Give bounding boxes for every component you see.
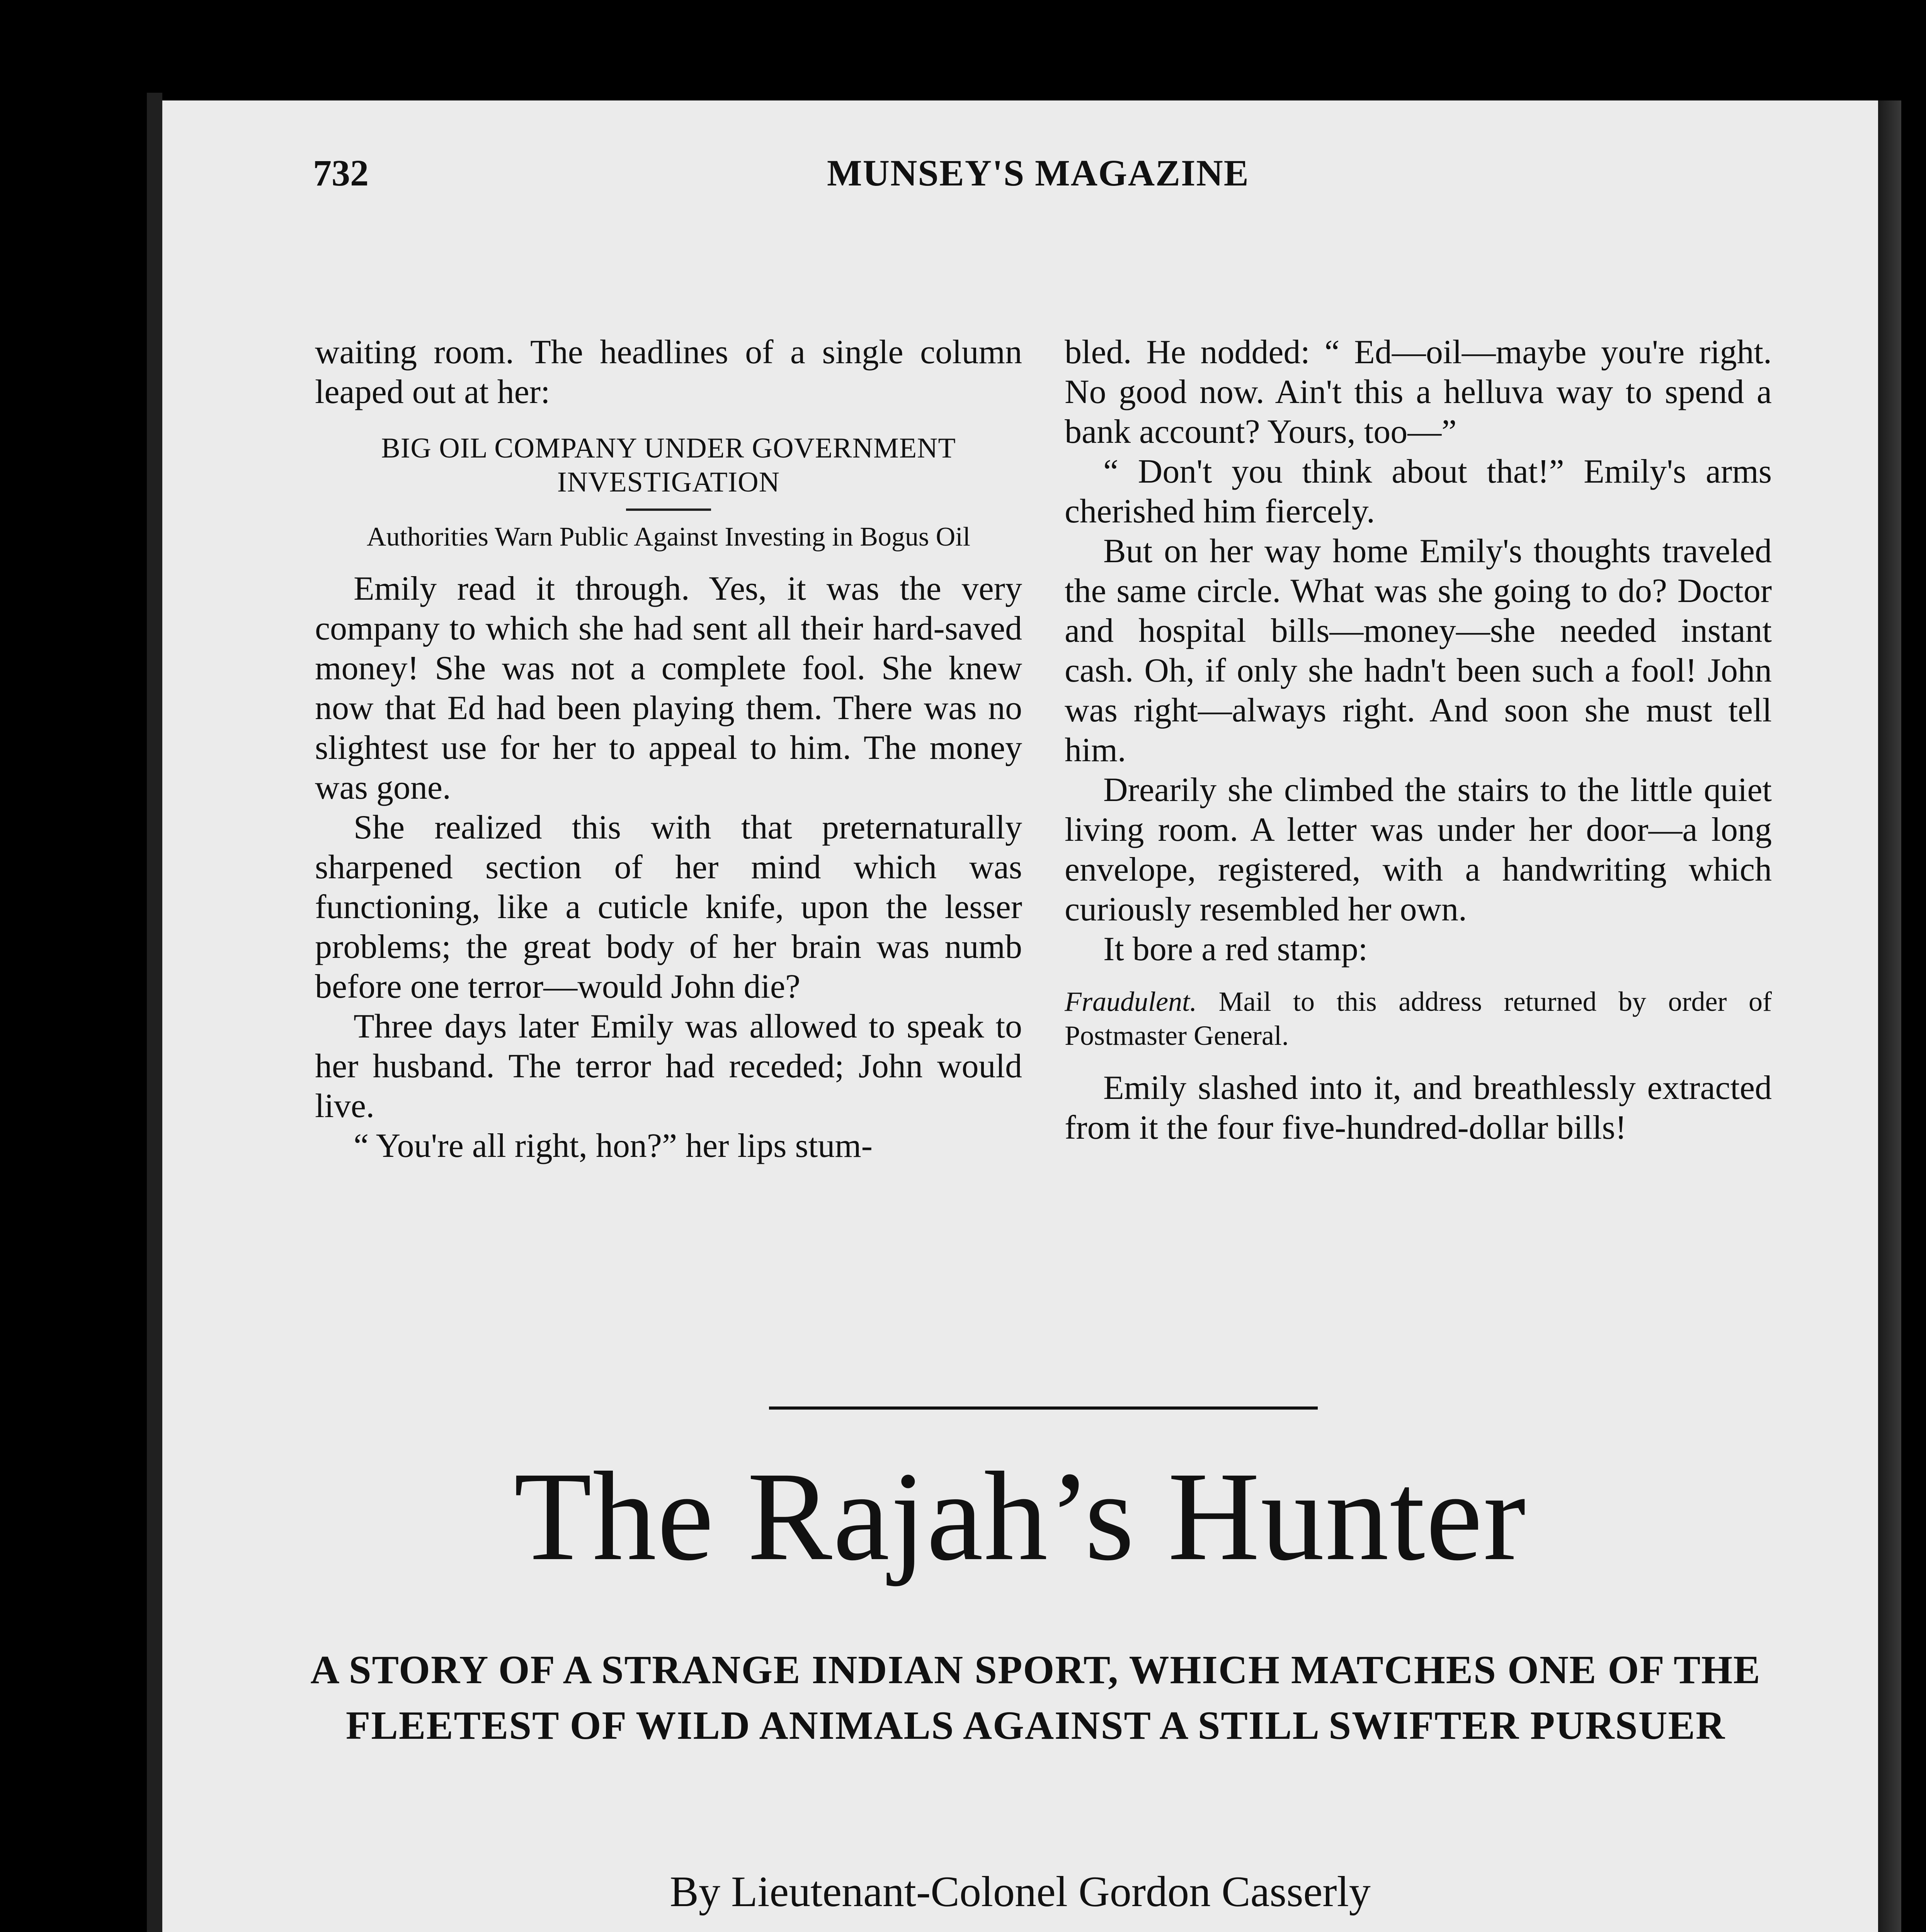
- paragraph: It bore a red stamp:: [1103, 930, 1368, 968]
- article-dek: A STORY OF A STRANGE INDIAN SPORT, WHICH MATCHES ONE OF THE FLEETEST OF WILD ANIMALS AGAINST A STILL SWIFTER PURSUER: [310, 1648, 1761, 1748]
- article-byline: By Lieutenant-Colonel Gordon Casserly: [670, 1868, 1371, 1916]
- stamp-notice-text: Mail to this address returned by order of Postmaster General.: [1065, 986, 1772, 1051]
- next-page-edge: [1878, 100, 1901, 1932]
- prev-story-right-column: [1065, 332, 1772, 1148]
- paragraph: bled. He nodded: “ Ed—oil—maybe you're right. No good now. Ain't this a helluva way to spend a bank account? Yours, too—”: [1065, 333, 1772, 451]
- prev-story-left-column: [315, 332, 1022, 1166]
- paragraph: Drearily she climbed the stairs to the little quiet living room. A letter was under her door—a long envelope, registered, with a handwriting which curiously resembled her own.: [1065, 771, 1772, 928]
- paragraph: Emily read it through. Yes, it was the very company to which she had sent all their hard-saved money! She was not a complete fool. She knew now that Ed had been playing them. There was no slightest use for her to appeal to him. The money was gone.: [315, 570, 1022, 806]
- newspaper-headline: BIG OIL COMPANY UNDER GOVERNMENT INVESTIGATION: [381, 432, 956, 498]
- newspaper-subheadline: Authorities Warn Public Against Investing in Bogus Oil: [366, 522, 971, 552]
- paragraph: Three days later Emily was allowed to speak to her husband. The terror had receded; John would live.: [315, 1008, 1022, 1125]
- divider: [626, 509, 711, 511]
- paragraph: “ Don't you think about that!” Emily's arms cherished him fiercely.: [1065, 453, 1772, 530]
- paragraph: waiting room. The headlines of a single column leaped out at her:: [315, 333, 1022, 411]
- running-title: MUNSEY'S MAGAZINE: [827, 152, 1249, 194]
- paragraph: But on her way home Emily's thoughts traveled the same circle. What was she going to do? Doctor and hospital bills—money—she needed instant cash. Oh, if only she hadn't been such a fool! John was right—always right. And soon she must tell him.: [1065, 532, 1772, 769]
- stamp-notice-italic: Fraudulent.: [1065, 986, 1197, 1017]
- paragraph: Emily slashed into it, and breathlessly extracted from it the four five-hundred-dollar bills!: [1065, 1069, 1772, 1146]
- section-rule: [769, 1406, 1318, 1410]
- paragraph: “ You're all right, hon?” her lips stum-: [354, 1127, 873, 1165]
- stamp-notice: [1065, 985, 1772, 1053]
- paragraph: She realized this with that preternaturally sharpened section of her mind which was functioning, like a cuticle knife, upon the lesser problems; the great body of her brain was numb before one terror—would John die?: [315, 809, 1022, 1005]
- article-title: The Rajah’s Hunter: [514, 1446, 1527, 1587]
- binding-shadow: [147, 93, 162, 1932]
- page-number: 732: [313, 152, 369, 194]
